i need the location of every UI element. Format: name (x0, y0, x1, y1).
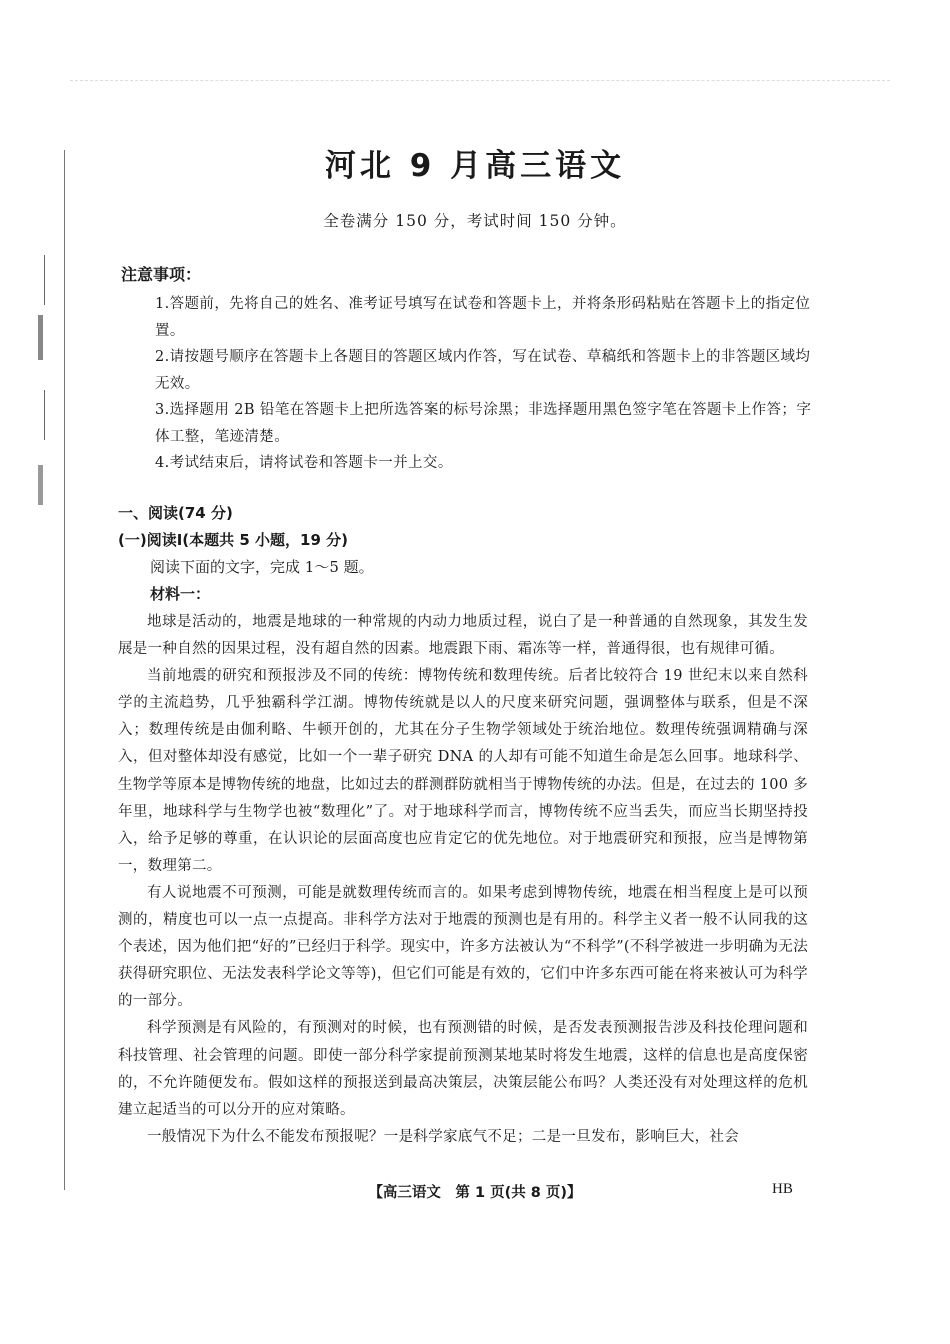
notice-item: 3.选择题用 2B 铅笔在答题卡上把所选答案的标号涂黑；非选择题用黑色签字笔在答题卡上作答；字体工整，笔迹清楚。 (155, 402, 812, 445)
passage-paragraph: 有人说地震不可预测，可能是就数理传统而言的。如果考虑到博物传统，地震在相当程度上是可以预测的，精度也可以一点一点提高。非科学方法对于地震的预测也是有用的。科学主义者一般不认同我的这个表述，因为他们把“好的”已经归于科学。现实中，许多方法被认为“不科学”(不科学被进一步明确为无法获得研究职位、无法发表科学论文等等)，但它们可能是有效的，它们中许多东西可能在将来被认可为科学的一部分。 (118, 884, 808, 1010)
notice-heading: 注意事项： (121, 265, 202, 284)
binding-margin-line (64, 150, 65, 1190)
notice-item: 2.请按题号顺序在答题卡上各题目的答题区域内作答，写在试卷、草稿纸和答题卡上的非答题区域均无效。 (155, 349, 811, 392)
exam-code: HB (772, 1181, 793, 1197)
page-footer: 【高三语文 第 1 页(共 8 页)】 (368, 1185, 582, 1201)
sub-section-heading: (一)阅读Ⅰ(本题共 5 小题，19 分) (118, 531, 348, 549)
scan-edge-line (70, 80, 890, 82)
binding-mark-top (44, 255, 45, 305)
notice-item: 1.答题前，先将自己的姓名、准考证号填写在试卷和答题卡上，并将条形码粘贴在答题卡上的指定位置。 (155, 296, 811, 339)
passage-paragraph: 科学预测是有风险的，有预测对的时候，也有预测错的时候，是否发表预测报告涉及科技伦理问题和科技管理、社会管理的问题。即使一部分科学家提前预测某地某时将发生地震，这样的信息也是高度保密的，不允许随便发布。假如这样的预报送到最高决策层，决策层能公布吗？人类还没有对处理这样的危机建立起适当的可以分开的应对策略。 (118, 1020, 808, 1118)
passage-paragraph: 当前地震的研究和预报涉及不同的传统：博物传统和数理传统。后者比较符合 19 世纪末以来自然科学的主流趋势，几乎独霸科学江湖。博物传统就是以人的尺度来研究问题，强调整体与联系，但是不深入；数理传统是由伽利略、牛顿开创的，尤其在分子生物学领域处于统治地位。数理传统强调精确与深入，但对整体却没有感觉，比如一个一辈子研究 DNA 的人却有可能不知道生命是怎么回事。地球科学、生物学等原本是博物传统的地盘，比如过去的群测群防就相当于博物传统的办法。但是，在过去的 100 多年里，地球科学与生物学也被“数理化”了。对于地球科学而言，博物传统不应当丢失，而应当长期坚持投入，给予足够的尊重，在认识论的层面高度也应肯定它的优先地位。对于地震研究和预报，应当是博物第一，数理第二。 (118, 668, 808, 874)
passage-paragraph: 地球是活动的，地震是地球的一种常规的内动力地质过程，说白了是一种普通的自然现象，其发生发展是一种自然的因果过程，没有超自然的因素。地震跟下雨、霜冻等一样，普通得很，也有规律可循。 (118, 614, 808, 658)
notice-item: 4.考试结束后，请将试卷和答题卡一并上交。 (155, 455, 453, 471)
material-label: 材料一： (150, 585, 211, 603)
page-title: 河北 9 月高三语文 (324, 148, 626, 184)
binding-mark-middle (44, 390, 45, 440)
passage-paragraph: 一般情况下为什么不能发布预报呢？一是科学家底气不足；二是一旦发布，影响巨大，社会 (147, 1128, 739, 1145)
exam-info: 全卷满分 150 分，考试时间 150 分钟。 (323, 212, 627, 230)
binding-mark-block-1 (38, 315, 43, 360)
reading-passage (118, 609, 808, 1151)
binding-mark-block-2 (38, 465, 43, 505)
reading-instruction: 阅读下面的文字，完成 1～5 题。 (150, 558, 374, 576)
notice-list (155, 291, 815, 477)
section-heading: 一、阅读(74 分) (118, 504, 233, 522)
